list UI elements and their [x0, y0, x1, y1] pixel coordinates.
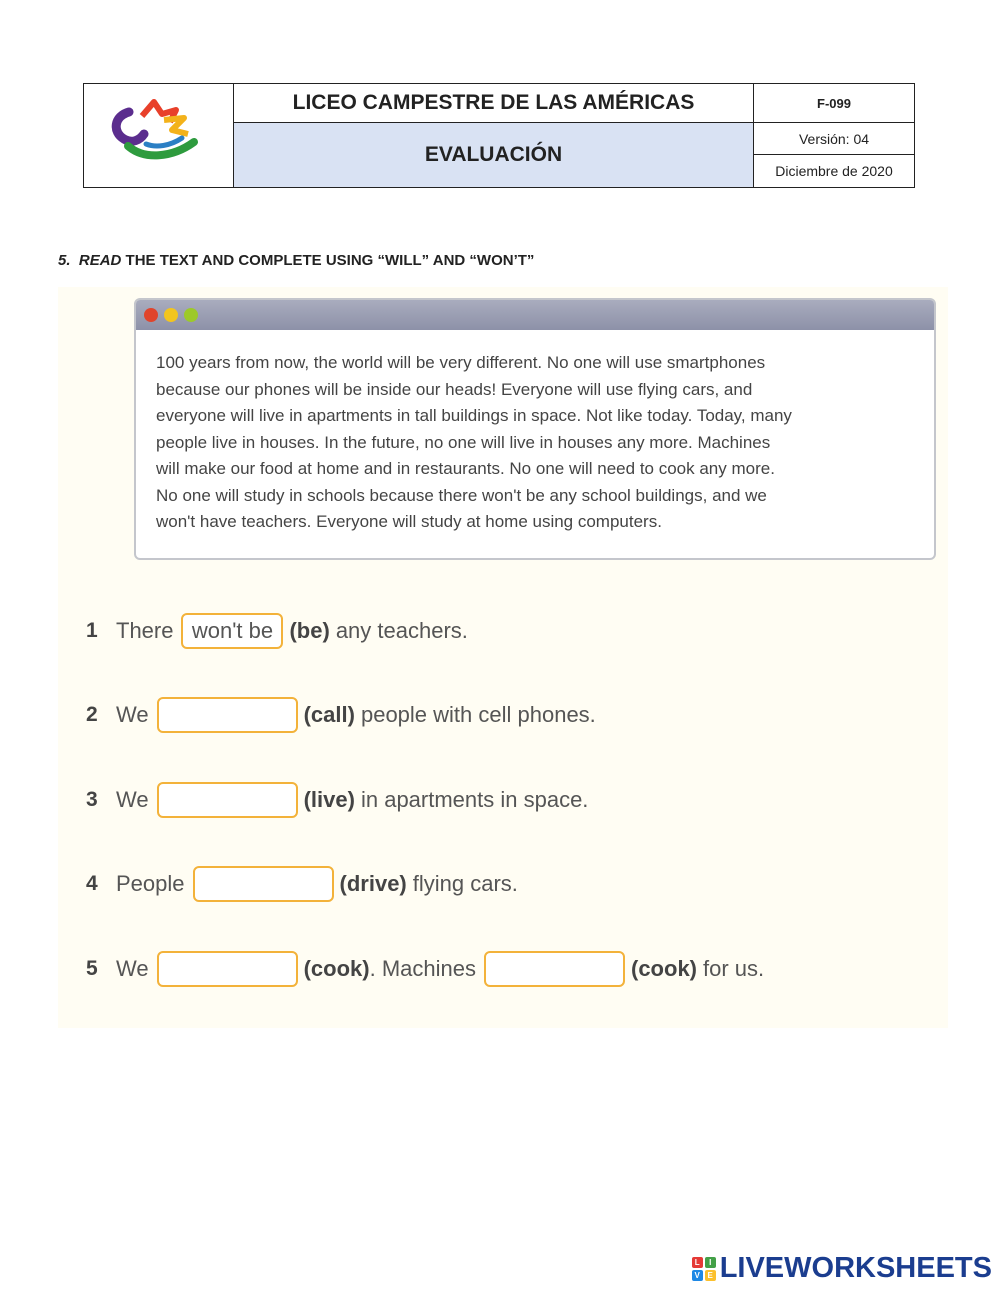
exercise-item-1	[86, 611, 468, 651]
school-name: LICEO CAMPESTRE DE LAS AMÉRICAS	[234, 84, 754, 123]
item-suffix: people with cell phones.	[360, 702, 596, 727]
question-instruction: THE TEXT AND COMPLETE USING “WILL” AND “WON’T”	[121, 252, 535, 269]
reading-line: will make our food at home and in restaurants. No one will need to cook any more.	[156, 459, 775, 478]
window-close-dot-icon	[144, 308, 158, 322]
item-verb: (cook)	[303, 956, 370, 981]
reading-line: everyone will live in apartments in tall buildings in space. Not like today. Today, many	[156, 406, 792, 425]
item-number: 1	[86, 619, 98, 642]
item-prefix: People	[116, 871, 185, 896]
item-suffix: for us.	[703, 956, 765, 981]
exercise-item-4	[86, 864, 518, 904]
reading-line: people live in houses. In the future, no one will live in houses any more. Machines	[156, 432, 771, 452]
answer-box-2[interactable]	[157, 697, 298, 733]
document-version: Versión: 04	[754, 123, 914, 155]
answer-box-5a[interactable]	[157, 951, 298, 987]
item-suffix: flying cars.	[412, 871, 518, 896]
item-number: 3	[86, 788, 98, 811]
item-verb: (be)	[289, 618, 330, 643]
exercise-panel	[58, 287, 948, 1028]
item-prefix: There	[116, 618, 174, 643]
reading-line: No one will study in schools because there won't be any school buildings, and we	[156, 485, 767, 505]
item-middle: . Machines	[369, 956, 476, 981]
item-suffix: any teachers.	[335, 618, 468, 643]
item-suffix: in apartments in space.	[360, 787, 589, 812]
question-heading	[58, 252, 534, 269]
item-prefix: We	[116, 702, 149, 727]
liveworksheets-brand: LIVEWORKSHEETS	[719, 1252, 992, 1284]
window-minimize-dot-icon	[164, 308, 178, 322]
item-number: 4	[86, 872, 98, 895]
answer-box-1[interactable]: won't be	[181, 613, 283, 649]
document-date: Diciembre de 2020	[775, 163, 893, 179]
reading-line: won't have teachers. Everyone will study at home using computers.	[156, 512, 662, 531]
dove-logo-icon	[84, 84, 232, 187]
exercise-item-3	[86, 780, 588, 820]
item-verb: (live)	[303, 787, 355, 812]
school-logo	[84, 84, 234, 187]
window-title-bar	[136, 300, 934, 330]
item-verb-2: (cook)	[631, 956, 697, 981]
window-maximize-dot-icon	[184, 308, 198, 322]
item-verb: (call)	[303, 702, 355, 727]
answer-box-5b[interactable]	[484, 951, 625, 987]
reading-text	[136, 330, 934, 536]
document-title: EVALUACIÓN	[234, 123, 754, 187]
item-verb: (drive)	[339, 871, 407, 896]
exercise-item-2	[86, 695, 596, 735]
reading-line: 100 years from now, the world will be very different. No one will use smartphones	[156, 353, 766, 372]
answer-box-4[interactable]	[193, 866, 334, 902]
liveworksheets-squares-icon: L I V E	[692, 1257, 716, 1281]
reading-line: because our phones will be inside our heads! Everyone will use flying cars, and	[156, 379, 753, 399]
item-prefix: We	[116, 956, 149, 981]
exercise-item-5	[86, 949, 764, 989]
answer-box-3[interactable]	[157, 782, 298, 818]
item-number: 2	[86, 703, 98, 726]
question-lead: READ	[78, 252, 122, 269]
reading-window	[134, 298, 936, 560]
liveworksheets-logo	[692, 1252, 992, 1285]
item-number: 5	[86, 957, 98, 980]
item-prefix: We	[116, 787, 149, 812]
document-code: F-099	[754, 84, 914, 123]
document-header	[83, 83, 915, 188]
question-number: 5.	[58, 252, 71, 269]
